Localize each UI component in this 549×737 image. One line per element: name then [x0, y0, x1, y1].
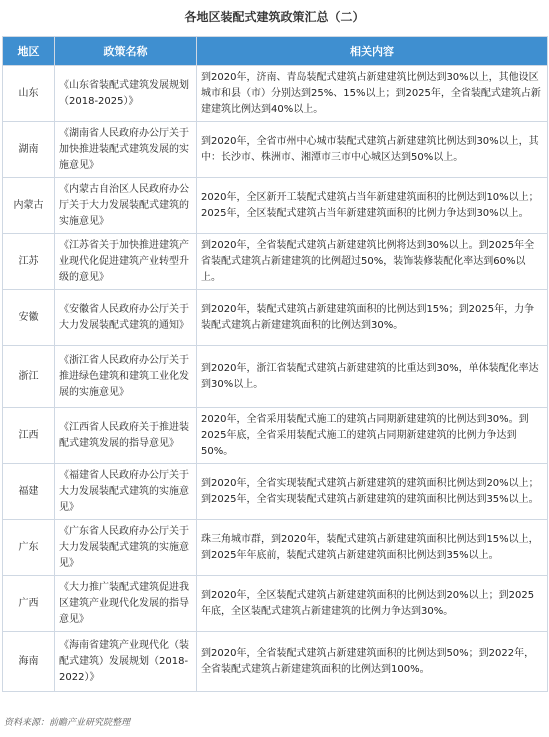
region-cell: 湖南: [3, 122, 55, 178]
region-cell: 江西: [3, 408, 55, 464]
content-cell: 2020年，全省采用装配式施工的建筑占同期新建建筑的比例达到30%。到2025年底，全省采用装配式施工的建筑占同期新建建筑的比例力争达到50%。: [197, 408, 548, 464]
policy-name-cell: 《广东省人民政府办公厅关于大力发展装配式建筑的实施意见》: [55, 520, 197, 576]
content-cell: 到2020年，装配式建筑占新建建筑面积的比例达到15%；到2025年，力争装配式建筑占新建建筑面积的比例达到30%。: [197, 290, 548, 346]
policy-name-cell: 《内蒙古自治区人民政府办公厅关于大力发展装配式建筑的实施意见》: [55, 178, 197, 234]
content-cell: 到2020年，全省装配式建筑占新建建筑面积的比例达到50%；到2022年，全省装配式建筑占新建建筑面积的比例达到100%。: [197, 632, 548, 692]
table-row: [3, 464, 548, 520]
table-row: [3, 178, 548, 234]
content-cell: 到2020年，全省市州中心城市装配式建筑占新建建筑比例达到30%以上，其中：长沙市、株洲市、湘潭市三市中心城区达到50%以上。: [197, 122, 548, 178]
region-cell: 江苏: [3, 234, 55, 290]
table-row: [3, 520, 548, 576]
table-row: [3, 290, 548, 346]
table-row: [3, 66, 548, 122]
content-cell: 到2020年，济南、青岛装配式建筑占新建建筑比例达到30%以上，其他设区城市和县（市）分别达到25%、15%以上；到2025年，全省装配式建筑占新建建筑比例达到40%以上。: [197, 66, 548, 122]
header-content: 相关内容: [197, 37, 548, 66]
policy-name-cell: 《山东省装配式建筑发展规划（2018-2025）》: [55, 66, 197, 122]
region-cell: 浙江: [3, 346, 55, 408]
policy-name-cell: 《江西省人民政府关于推进装配式建筑发展的指导意见》: [55, 408, 197, 464]
region-cell: 内蒙古: [3, 178, 55, 234]
policy-name-cell: 《浙江省人民政府办公厅关于推进绿色建筑和建筑工业化发展的实施意见》: [55, 346, 197, 408]
source-note: 资料来源：前瞻产业研究院整理: [4, 718, 131, 728]
policy-name-cell: 《江苏省关于加快推进建筑产业现代化促进建筑产业转型升级的意见》: [55, 234, 197, 290]
table-row: [3, 408, 548, 464]
policy-name-cell: 《湖南省人民政府办公厅关于加快推进装配式建筑发展的实施意见》: [55, 122, 197, 178]
policy-name-cell: 《海南省建筑产业现代化（装配式建筑）发展规划（2018-2022）》: [55, 632, 197, 692]
policy-name-cell: 《福建省人民政府办公厅关于大力发展装配式建筑的实施意见》: [55, 464, 197, 520]
content-cell: 到2020年，全省实现装配式建筑占新建建筑的建筑面积比例达到20%以上；到2025年，全省实现装配式建筑占新建建筑的建筑面积比例达到35%以上。: [197, 464, 548, 520]
content-cell: 珠三角城市群，到2020年，装配式建筑占新建建筑面积比例达到15%以上，到2025年年底前，装配式建筑占新建建筑面积比例达到35%以上。: [197, 520, 548, 576]
content-cell: 2020年，全区新开工装配式建筑占当年新建建筑面积的比例达到10%以上；2025年，全区装配式建筑占当年新建建筑面积的比例力争达到30%以上。: [197, 178, 548, 234]
policy-table: [2, 36, 548, 692]
region-cell: 海南: [3, 632, 55, 692]
content-cell: 到2020年，全省装配式建筑占新建建筑比例将达到30%以上。到2025年全省装配式建筑占新建建筑的比例超过50%，装饰装修装配化率达到60%以上。: [197, 234, 548, 290]
table-row: [3, 576, 548, 632]
table-title: 各地区装配式建筑政策汇总（二）: [184, 10, 365, 24]
table-row: [3, 632, 548, 692]
table-row: [3, 346, 548, 408]
policy-name-cell: 《安徽省人民政府办公厅关于大力发展装配式建筑的通知》: [55, 290, 197, 346]
header-region: 地区: [3, 37, 55, 66]
region-cell: 福建: [3, 464, 55, 520]
header-policy: 政策名称: [55, 37, 197, 66]
region-cell: 山东: [3, 66, 55, 122]
content-cell: 到2020年，全区装配式建筑占新建建筑面积的比例达到20%以上；到2025年底，全区装配式建筑占新建建筑的比例力争达到30%。: [197, 576, 548, 632]
content-cell: 到2020年，浙江省装配式建筑占新建建筑的比重达到30%，单体装配化率达到30%以上。: [197, 346, 548, 408]
table-row: [3, 122, 548, 178]
table-header-row: [3, 37, 548, 66]
region-cell: 广东: [3, 520, 55, 576]
region-cell: 安徽: [3, 290, 55, 346]
table-row: [3, 234, 548, 290]
region-cell: 广西: [3, 576, 55, 632]
policy-name-cell: 《大力推广装配式建筑促进我区建筑产业现代化发展的指导意见》: [55, 576, 197, 632]
